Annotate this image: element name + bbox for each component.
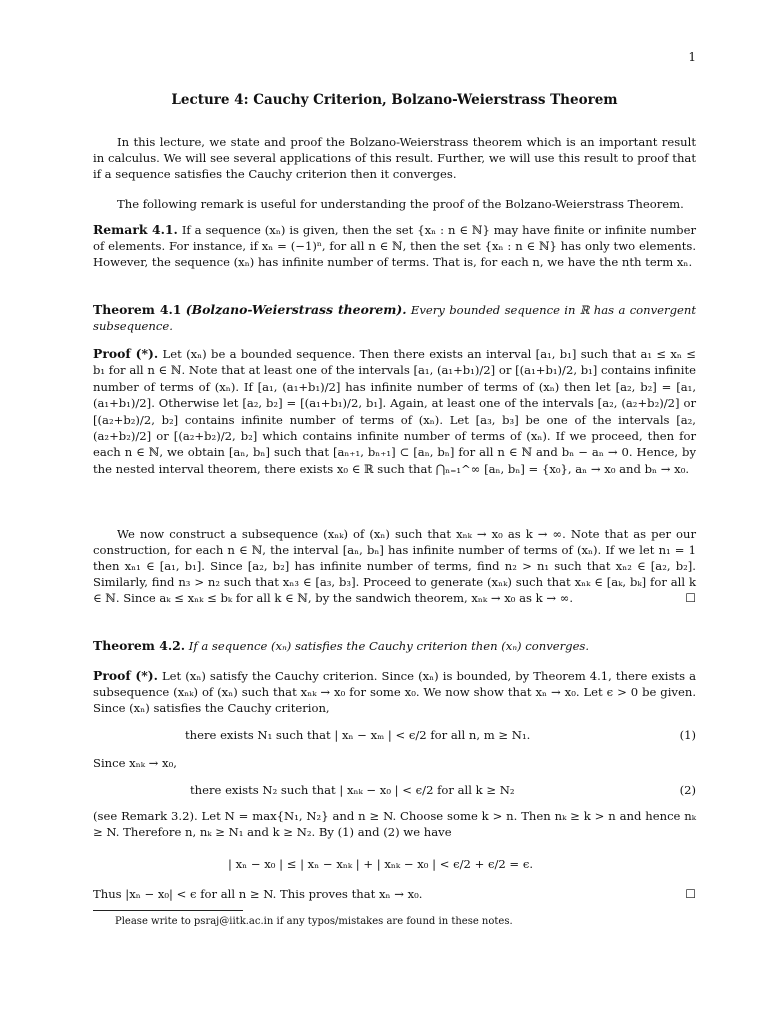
theorem-4-2 bbox=[93, 638, 696, 654]
equation-text: there exists N₁ such that | xₙ − xₘ | < ϵ/2 for all n, m ≥ N₁. bbox=[185, 728, 531, 742]
proof-paragraph-3: (see Remark 3.2). Let N = max{N₁, N₂} and n ≥ N. Choose some k > n. Then nₖ ≥ k > n and hence nₖ ≥ N. Therefore n, nₖ ≥ N₁ and k ≥ N₂. By (1) and (2) we have bbox=[93, 809, 696, 839]
proof-label: Proof (*). bbox=[93, 346, 159, 361]
proof-text: Let (xₙ) be a bounded sequence. Then there exists an interval [a₁, b₁] such that a₁ ≤ xₙ ≤ b₁ for all n ∈ ℕ. Note that at least one of the intervals [a₁, (a₁+b₁)/2] or [(a₁+b₁)/2, b₁] contains infinite number of terms of (xₙ). If [a₁, (a₁+b₁)/2] has infinite number of terms of (xₙ) then let [a₂, b₂] = [a₁, (a₁+b₁)/2]. Otherwise let [a₂, b₂] = [(a₁+b₁)/2, b₁]. Again, at least one of the intervals [a₂, (a₂+b₂)/2] or [(a₂+b₂)/2, b₂] contains infinite number of terms of (xₙ). Let [a₃, b₃] be one of the intervals [a₂, (a₂+b₂)/2] or [(a₂+b₂)/2, b₂] which contains infinite number of terms of (xₙ). If we proceed, then for each n ∈ ℕ, we obtain [aₙ, bₙ] such that [aₙ₊₁, bₙ₊₁] ⊂ [aₙ, bₙ] for all n ∈ ℕ and bₙ − aₙ → 0. Hence, by the nested interval theorem, there exists x₀ ∈ ℝ such that ⋂ₙ₌₁^∞ [aₙ, bₙ] = {x₀}, aₙ → x₀ and bₙ → x₀. bbox=[93, 347, 696, 476]
conclusion-text: Thus |xₙ − x₀| < ϵ for all n ≥ N. This proves that xₙ → x₀. bbox=[93, 887, 423, 901]
equation-text: | xₙ − x₀ | ≤ | xₙ − xₙₖ | + | xₙₖ − x₀ | < ϵ/2 + ϵ/2 = ϵ. bbox=[228, 857, 534, 871]
theorem-statement: Every bounded sequence in ℝ has a convergent subsequence. bbox=[93, 303, 696, 333]
remark-4-1 bbox=[93, 222, 696, 270]
proof-bolzano-weierstrass bbox=[93, 346, 696, 477]
equation-text: there exists N₂ such that | xₙₖ − x₀ | < ϵ/2 for all k ≥ N₂ bbox=[190, 783, 515, 797]
qed-symbol: ☐ bbox=[685, 887, 696, 901]
conclusion bbox=[93, 886, 696, 902]
theorem-statement: If a sequence (xₙ) satisfies the Cauchy criterion then (xₙ) converges. bbox=[188, 639, 590, 653]
remark-label: Remark 4.1. bbox=[93, 222, 178, 237]
equation-3 bbox=[93, 856, 696, 874]
page-number: 1 bbox=[688, 50, 696, 64]
intro-paragraph: In this lecture, we state and proof the Bolzano-Weierstrass theorem which is an important result in calculus. We will see several applications of this result. Further, we will use this result to proof that if a sequence satisfies the Cauchy criterion then it converges. bbox=[93, 135, 696, 181]
proof-text-2: We now construct a subsequence (xₙₖ) of (xₙ) such that xₙₖ → x₀ as k → ∞. Note that as per our construction, for each n ∈ ℕ, the interval [aₙ, bₙ] has infinite number of terms of (xₙ). If we let n₁ = 1 then xₙ₁ ∈ [a₁, b₁]. Since [a₂, b₂] has infinite number of terms, find n₂ > n₁ such that xₙ₂ ∈ [a₂, b₂]. Similarly, find n₃ > n₂ such that xₙ₃ ∈ [a₃, b₃]. Proceed to generate (xₙₖ) such that xₙₖ ∈ [aₖ, bₖ] for all k ∈ ℕ. Since aₖ ≤ xₙₖ ≤ bₖ for all k ∈ ℕ, by the sandwich theorem, xₙₖ → x₀ as k → ∞. bbox=[93, 527, 696, 605]
equation-2 bbox=[93, 782, 696, 800]
theorem-label: Theorem 4.2. bbox=[93, 638, 186, 653]
proof-text: Let (xₙ) satisfy the Cauchy criterion. Since (xₙ) is bounded, by Theorem 4.1, there exists a subsequence (xₙₖ) of (xₙ) such that xₙₖ → x₀ for some x₀. We now show that xₙ → x₀. Let ϵ > 0 be given. Since (xₙ) satisfies the Cauchy criterion, bbox=[93, 669, 697, 715]
footnote-rule bbox=[93, 910, 243, 911]
equation-1 bbox=[93, 727, 696, 745]
proof-paragraph-2 bbox=[93, 526, 696, 606]
remark-text: If a sequence (xₙ) is given, then the set {xₙ : n ∈ ℕ} may have finite or infinite number of elements. For instance, if xₙ = (−1)ⁿ, for all n ∈ ℕ, then the set {xₙ : n ∈ ℕ} has only two elements. However, the sequence (xₙ) has infinite number of terms. That is, for each n, we have the nth term xₙ. bbox=[93, 223, 696, 269]
theorem-name: (Bolzano-Weierstrass theorem). bbox=[185, 302, 407, 317]
theorem-label: Theorem 4.1 bbox=[93, 302, 182, 317]
footnote: Please write to psraj@iitk.ac.in if any typos/mistakes are found in these notes. bbox=[115, 916, 513, 927]
qed-symbol: ☐ bbox=[685, 591, 696, 605]
page-title: Lecture 4: Cauchy Criterion, Bolzano-Weierstrass Theorem bbox=[171, 92, 618, 108]
proof-cauchy bbox=[93, 668, 696, 716]
proof-label: Proof (*). bbox=[93, 668, 158, 683]
equation-number: (1) bbox=[679, 728, 696, 742]
equation-number: (2) bbox=[679, 783, 696, 797]
intro-paragraph-2: The following remark is useful for understanding the proof of the Bolzano-Weierstrass Theorem. bbox=[117, 197, 684, 211]
since-line: Since xₙₖ → x₀, bbox=[93, 756, 177, 770]
theorem-4-1 bbox=[93, 302, 696, 334]
